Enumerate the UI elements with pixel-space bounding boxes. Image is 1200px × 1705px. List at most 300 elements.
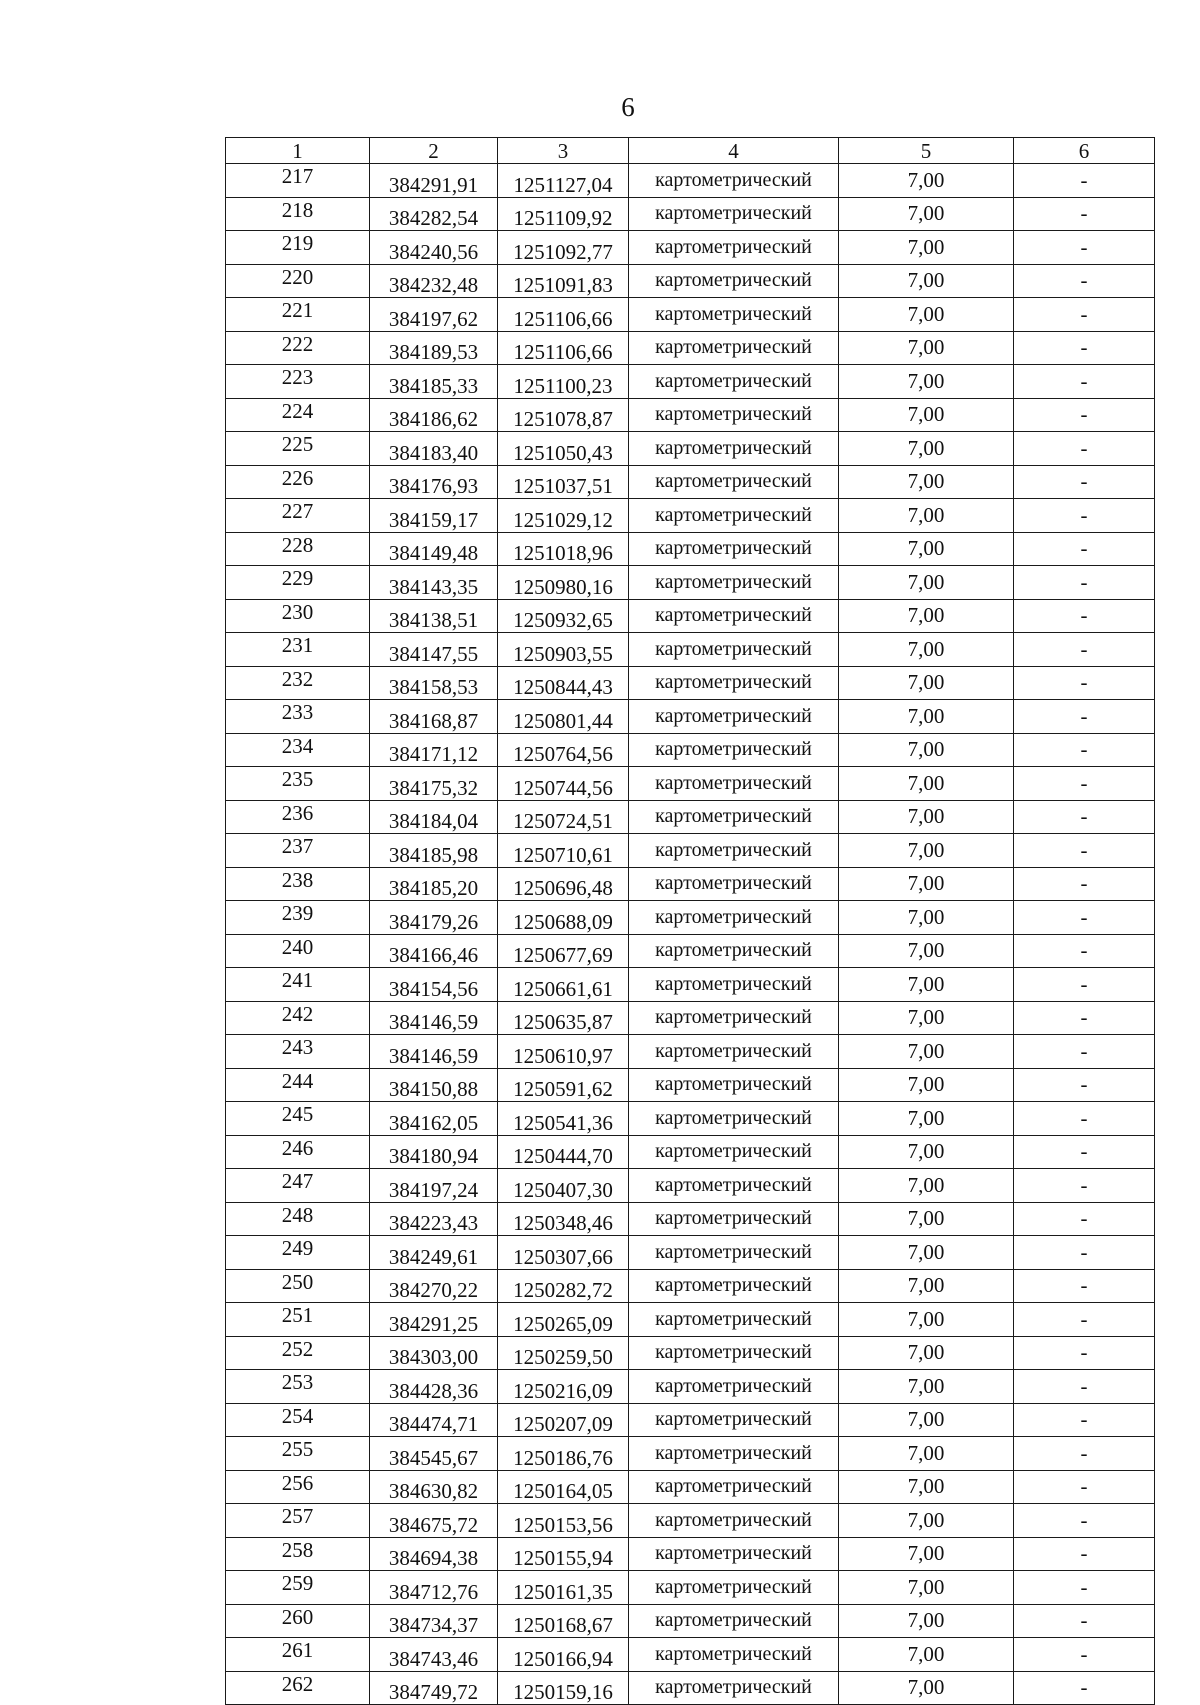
- method-cell: картометрический: [629, 1638, 839, 1672]
- y-coordinate-cell: 1251109,92: [498, 197, 629, 231]
- table-row: [226, 934, 1155, 968]
- table-row: [226, 398, 1155, 432]
- table-row: [226, 1437, 1155, 1471]
- description-cell: -: [1014, 1202, 1155, 1236]
- description-cell: -: [1014, 1470, 1155, 1504]
- x-coordinate-cell: 384171,12: [370, 733, 498, 767]
- x-coordinate-cell: 384630,82: [370, 1470, 498, 1504]
- table-row: [226, 1504, 1155, 1538]
- description-cell: -: [1014, 934, 1155, 968]
- accuracy-cell: 7,00: [839, 1437, 1014, 1471]
- description-cell: -: [1014, 298, 1155, 332]
- y-coordinate-cell: 1251127,04: [498, 164, 629, 198]
- x-coordinate-cell: 384675,72: [370, 1504, 498, 1538]
- method-cell: картометрический: [629, 1336, 839, 1370]
- point-number-cell: 223: [226, 365, 370, 399]
- point-number-cell: 238: [226, 867, 370, 901]
- accuracy-cell: 7,00: [839, 1504, 1014, 1538]
- table-row: [226, 465, 1155, 499]
- description-cell: -: [1014, 1035, 1155, 1069]
- method-cell: картометрический: [629, 867, 839, 901]
- method-cell: картометрический: [629, 1303, 839, 1337]
- point-number-cell: 255: [226, 1437, 370, 1471]
- accuracy-cell: 7,00: [839, 1035, 1014, 1069]
- table-row: [226, 532, 1155, 566]
- method-cell: картометрический: [629, 298, 839, 332]
- y-coordinate-cell: 1251037,51: [498, 465, 629, 499]
- accuracy-cell: 7,00: [839, 499, 1014, 533]
- table-row: [226, 1236, 1155, 1270]
- x-coordinate-cell: 384282,54: [370, 197, 498, 231]
- accuracy-cell: 7,00: [839, 767, 1014, 801]
- accuracy-cell: 7,00: [839, 1068, 1014, 1102]
- description-cell: -: [1014, 767, 1155, 801]
- y-coordinate-cell: 1250844,43: [498, 666, 629, 700]
- description-cell: -: [1014, 1102, 1155, 1136]
- method-cell: картометрический: [629, 365, 839, 399]
- point-number-cell: 247: [226, 1169, 370, 1203]
- y-coordinate-cell: 1250635,87: [498, 1001, 629, 1035]
- point-number-cell: 244: [226, 1068, 370, 1102]
- point-number-cell: 233: [226, 700, 370, 734]
- method-cell: картометрический: [629, 432, 839, 466]
- description-cell: -: [1014, 331, 1155, 365]
- description-cell: -: [1014, 633, 1155, 667]
- accuracy-cell: 7,00: [839, 867, 1014, 901]
- method-cell: картометрический: [629, 1403, 839, 1437]
- method-cell: картометрический: [629, 1437, 839, 1471]
- point-number-cell: 234: [226, 733, 370, 767]
- table-row: [226, 700, 1155, 734]
- y-coordinate-cell: 1250744,56: [498, 767, 629, 801]
- method-cell: картометрический: [629, 1671, 839, 1705]
- point-number-cell: 257: [226, 1504, 370, 1538]
- header-col-6: 6: [1014, 138, 1155, 164]
- table-row: [226, 197, 1155, 231]
- description-cell: -: [1014, 432, 1155, 466]
- method-cell: картометрический: [629, 599, 839, 633]
- point-number-cell: 256: [226, 1470, 370, 1504]
- accuracy-cell: 7,00: [839, 1169, 1014, 1203]
- y-coordinate-cell: 1250444,70: [498, 1135, 629, 1169]
- description-cell: -: [1014, 164, 1155, 198]
- y-coordinate-cell: 1250153,56: [498, 1504, 629, 1538]
- point-number-cell: 224: [226, 398, 370, 432]
- method-cell: картометрический: [629, 1370, 839, 1404]
- description-cell: -: [1014, 1169, 1155, 1203]
- accuracy-cell: 7,00: [839, 566, 1014, 600]
- description-cell: -: [1014, 700, 1155, 734]
- accuracy-cell: 7,00: [839, 1470, 1014, 1504]
- table-row: [226, 1604, 1155, 1638]
- method-cell: картометрический: [629, 901, 839, 935]
- x-coordinate-cell: 384232,48: [370, 264, 498, 298]
- method-cell: картометрический: [629, 666, 839, 700]
- table-row: [226, 499, 1155, 533]
- header-col-3: 3: [498, 138, 629, 164]
- x-coordinate-cell: 384146,59: [370, 1035, 498, 1069]
- header-col-1: 1: [226, 138, 370, 164]
- x-coordinate-cell: 384694,38: [370, 1537, 498, 1571]
- table-row: [226, 633, 1155, 667]
- method-cell: картометрический: [629, 834, 839, 868]
- page-number: 6: [621, 92, 635, 122]
- point-number-cell: 229: [226, 566, 370, 600]
- x-coordinate-cell: 384186,62: [370, 398, 498, 432]
- accuracy-cell: 7,00: [839, 432, 1014, 466]
- accuracy-cell: 7,00: [839, 365, 1014, 399]
- point-number-cell: 231: [226, 633, 370, 667]
- table-row: [226, 1303, 1155, 1337]
- y-coordinate-cell: 1251029,12: [498, 499, 629, 533]
- y-coordinate-cell: 1250161,35: [498, 1571, 629, 1605]
- x-coordinate-cell: 384184,04: [370, 800, 498, 834]
- x-coordinate-cell: 384138,51: [370, 599, 498, 633]
- description-cell: -: [1014, 867, 1155, 901]
- method-cell: картометрический: [629, 1537, 839, 1571]
- point-number-cell: 251: [226, 1303, 370, 1337]
- y-coordinate-cell: 1250307,66: [498, 1236, 629, 1270]
- accuracy-cell: 7,00: [839, 800, 1014, 834]
- method-cell: картометрический: [629, 633, 839, 667]
- table-row: [226, 1068, 1155, 1102]
- description-cell: -: [1014, 1236, 1155, 1270]
- point-number-cell: 258: [226, 1537, 370, 1571]
- point-number-cell: 250: [226, 1269, 370, 1303]
- method-cell: картометрический: [629, 231, 839, 265]
- x-coordinate-cell: 384545,67: [370, 1437, 498, 1471]
- table-row: [226, 1370, 1155, 1404]
- y-coordinate-cell: 1251100,23: [498, 365, 629, 399]
- x-coordinate-cell: 384734,37: [370, 1604, 498, 1638]
- description-cell: -: [1014, 532, 1155, 566]
- y-coordinate-cell: 1250259,50: [498, 1336, 629, 1370]
- y-coordinate-cell: 1251018,96: [498, 532, 629, 566]
- x-coordinate-cell: 384162,05: [370, 1102, 498, 1136]
- x-coordinate-cell: 384158,53: [370, 666, 498, 700]
- x-coordinate-cell: 384159,17: [370, 499, 498, 533]
- description-cell: -: [1014, 599, 1155, 633]
- x-coordinate-cell: 384197,62: [370, 298, 498, 332]
- y-coordinate-cell: 1250265,09: [498, 1303, 629, 1337]
- x-coordinate-cell: 384743,46: [370, 1638, 498, 1672]
- y-coordinate-cell: 1250186,76: [498, 1437, 629, 1471]
- method-cell: картометрический: [629, 733, 839, 767]
- point-number-cell: 227: [226, 499, 370, 533]
- y-coordinate-cell: 1250677,69: [498, 934, 629, 968]
- description-cell: -: [1014, 1604, 1155, 1638]
- table-row: [226, 298, 1155, 332]
- x-coordinate-cell: 384185,20: [370, 867, 498, 901]
- y-coordinate-cell: 1250696,48: [498, 867, 629, 901]
- accuracy-cell: 7,00: [839, 465, 1014, 499]
- point-number-cell: 249: [226, 1236, 370, 1270]
- method-cell: картометрический: [629, 566, 839, 600]
- x-coordinate-cell: 384749,72: [370, 1671, 498, 1705]
- y-coordinate-cell: 1251106,66: [498, 331, 629, 365]
- header-col-4: 4: [629, 138, 839, 164]
- description-cell: -: [1014, 231, 1155, 265]
- x-coordinate-cell: 384183,40: [370, 432, 498, 466]
- accuracy-cell: 7,00: [839, 164, 1014, 198]
- description-cell: -: [1014, 834, 1155, 868]
- accuracy-cell: 7,00: [839, 197, 1014, 231]
- description-cell: -: [1014, 733, 1155, 767]
- coordinates-table: [225, 137, 1155, 1705]
- method-cell: картометрический: [629, 532, 839, 566]
- y-coordinate-cell: 1250591,62: [498, 1068, 629, 1102]
- y-coordinate-cell: 1250688,09: [498, 901, 629, 935]
- y-coordinate-cell: 1250166,94: [498, 1638, 629, 1672]
- method-cell: картометрический: [629, 800, 839, 834]
- method-cell: картометрический: [629, 1470, 839, 1504]
- description-cell: -: [1014, 1068, 1155, 1102]
- point-number-cell: 232: [226, 666, 370, 700]
- x-coordinate-cell: 384185,33: [370, 365, 498, 399]
- x-coordinate-cell: 384149,48: [370, 532, 498, 566]
- y-coordinate-cell: 1250610,97: [498, 1035, 629, 1069]
- table-row: [226, 566, 1155, 600]
- table-header-row: [226, 138, 1155, 164]
- method-cell: картометрический: [629, 1236, 839, 1270]
- table-row: [226, 1638, 1155, 1672]
- method-cell: картометрический: [629, 934, 839, 968]
- accuracy-cell: 7,00: [839, 331, 1014, 365]
- accuracy-cell: 7,00: [839, 599, 1014, 633]
- point-number-cell: 235: [226, 767, 370, 801]
- table-row: [226, 164, 1155, 198]
- accuracy-cell: 7,00: [839, 1336, 1014, 1370]
- x-coordinate-cell: 384249,61: [370, 1236, 498, 1270]
- y-coordinate-cell: 1250661,61: [498, 968, 629, 1002]
- accuracy-cell: 7,00: [839, 934, 1014, 968]
- x-coordinate-cell: 384147,55: [370, 633, 498, 667]
- description-cell: -: [1014, 365, 1155, 399]
- method-cell: картометрический: [629, 164, 839, 198]
- y-coordinate-cell: 1250903,55: [498, 633, 629, 667]
- point-number-cell: 225: [226, 432, 370, 466]
- point-number-cell: 252: [226, 1336, 370, 1370]
- description-cell: -: [1014, 901, 1155, 935]
- table-row: [226, 365, 1155, 399]
- header-col-2: 2: [370, 138, 498, 164]
- point-number-cell: 243: [226, 1035, 370, 1069]
- accuracy-cell: 7,00: [839, 700, 1014, 734]
- point-number-cell: 219: [226, 231, 370, 265]
- point-number-cell: 218: [226, 197, 370, 231]
- description-cell: -: [1014, 398, 1155, 432]
- method-cell: картометрический: [629, 1504, 839, 1538]
- accuracy-cell: 7,00: [839, 1303, 1014, 1337]
- y-coordinate-cell: 1250155,94: [498, 1537, 629, 1571]
- method-cell: картометрический: [629, 767, 839, 801]
- accuracy-cell: 7,00: [839, 1135, 1014, 1169]
- description-cell: -: [1014, 1336, 1155, 1370]
- accuracy-cell: 7,00: [839, 1269, 1014, 1303]
- y-coordinate-cell: 1250764,56: [498, 733, 629, 767]
- accuracy-cell: 7,00: [839, 231, 1014, 265]
- accuracy-cell: 7,00: [839, 1604, 1014, 1638]
- point-number-cell: 237: [226, 834, 370, 868]
- table-row: [226, 1671, 1155, 1705]
- accuracy-cell: 7,00: [839, 1001, 1014, 1035]
- accuracy-cell: 7,00: [839, 398, 1014, 432]
- y-coordinate-cell: 1250159,16: [498, 1671, 629, 1705]
- y-coordinate-cell: 1250407,30: [498, 1169, 629, 1203]
- method-cell: картометрический: [629, 331, 839, 365]
- method-cell: картометрический: [629, 1604, 839, 1638]
- point-number-cell: 239: [226, 901, 370, 935]
- y-coordinate-cell: 1250710,61: [498, 834, 629, 868]
- accuracy-cell: 7,00: [839, 298, 1014, 332]
- method-cell: картометрический: [629, 1102, 839, 1136]
- point-number-cell: 220: [226, 264, 370, 298]
- point-number-cell: 222: [226, 331, 370, 365]
- table-row: [226, 767, 1155, 801]
- y-coordinate-cell: 1250724,51: [498, 800, 629, 834]
- table-row: [226, 1202, 1155, 1236]
- accuracy-cell: 7,00: [839, 901, 1014, 935]
- accuracy-cell: 7,00: [839, 633, 1014, 667]
- x-coordinate-cell: 384291,25: [370, 1303, 498, 1337]
- table-row: [226, 432, 1155, 466]
- point-number-cell: 240: [226, 934, 370, 968]
- y-coordinate-cell: 1251091,83: [498, 264, 629, 298]
- x-coordinate-cell: 384143,35: [370, 566, 498, 600]
- method-cell: картометрический: [629, 1269, 839, 1303]
- table-row: [226, 264, 1155, 298]
- point-number-cell: 221: [226, 298, 370, 332]
- method-cell: картометрический: [629, 1202, 839, 1236]
- x-coordinate-cell: 384179,26: [370, 901, 498, 935]
- table-row: [226, 834, 1155, 868]
- description-cell: -: [1014, 1571, 1155, 1605]
- point-number-cell: 260: [226, 1604, 370, 1638]
- y-coordinate-cell: 1250980,16: [498, 566, 629, 600]
- point-number-cell: 259: [226, 1571, 370, 1605]
- point-number-cell: 248: [226, 1202, 370, 1236]
- accuracy-cell: 7,00: [839, 1403, 1014, 1437]
- description-cell: -: [1014, 1403, 1155, 1437]
- x-coordinate-cell: 384303,00: [370, 1336, 498, 1370]
- table-row: [226, 1102, 1155, 1136]
- method-cell: картометрический: [629, 700, 839, 734]
- point-number-cell: 217: [226, 164, 370, 198]
- x-coordinate-cell: 384712,76: [370, 1571, 498, 1605]
- table-row: [226, 1537, 1155, 1571]
- y-coordinate-cell: 1251078,87: [498, 398, 629, 432]
- table-row: [226, 231, 1155, 265]
- table-row: [226, 1336, 1155, 1370]
- x-coordinate-cell: 384150,88: [370, 1068, 498, 1102]
- point-number-cell: 262: [226, 1671, 370, 1705]
- table-row: [226, 1269, 1155, 1303]
- description-cell: -: [1014, 666, 1155, 700]
- point-number-cell: 254: [226, 1403, 370, 1437]
- table-row: [226, 867, 1155, 901]
- description-cell: -: [1014, 1370, 1155, 1404]
- point-number-cell: 261: [226, 1638, 370, 1672]
- accuracy-cell: 7,00: [839, 1537, 1014, 1571]
- y-coordinate-cell: 1250541,36: [498, 1102, 629, 1136]
- point-number-cell: 230: [226, 599, 370, 633]
- method-cell: картометрический: [629, 1035, 839, 1069]
- method-cell: картометрический: [629, 968, 839, 1002]
- table-row: [226, 331, 1155, 365]
- description-cell: -: [1014, 800, 1155, 834]
- accuracy-cell: 7,00: [839, 1671, 1014, 1705]
- x-coordinate-cell: 384189,53: [370, 331, 498, 365]
- accuracy-cell: 7,00: [839, 733, 1014, 767]
- description-cell: -: [1014, 1537, 1155, 1571]
- y-coordinate-cell: 1250207,09: [498, 1403, 629, 1437]
- description-cell: -: [1014, 1638, 1155, 1672]
- method-cell: картометрический: [629, 465, 839, 499]
- method-cell: картометрический: [629, 499, 839, 533]
- method-cell: картометрический: [629, 1135, 839, 1169]
- point-number-cell: 242: [226, 1001, 370, 1035]
- x-coordinate-cell: 384176,93: [370, 465, 498, 499]
- description-cell: -: [1014, 499, 1155, 533]
- y-coordinate-cell: 1251106,66: [498, 298, 629, 332]
- y-coordinate-cell: 1250932,65: [498, 599, 629, 633]
- header-col-5: 5: [839, 138, 1014, 164]
- x-coordinate-cell: 384180,94: [370, 1135, 498, 1169]
- description-cell: -: [1014, 1269, 1155, 1303]
- description-cell: -: [1014, 465, 1155, 499]
- accuracy-cell: 7,00: [839, 1202, 1014, 1236]
- table-row: [226, 1035, 1155, 1069]
- table-row: [226, 968, 1155, 1002]
- x-coordinate-cell: 384223,43: [370, 1202, 498, 1236]
- description-cell: -: [1014, 1504, 1155, 1538]
- table-row: [226, 1135, 1155, 1169]
- x-coordinate-cell: 384166,46: [370, 934, 498, 968]
- description-cell: -: [1014, 968, 1155, 1002]
- method-cell: картометрический: [629, 1001, 839, 1035]
- description-cell: -: [1014, 1437, 1155, 1471]
- x-coordinate-cell: 384175,32: [370, 767, 498, 801]
- point-number-cell: 245: [226, 1102, 370, 1136]
- description-cell: -: [1014, 264, 1155, 298]
- accuracy-cell: 7,00: [839, 834, 1014, 868]
- x-coordinate-cell: 384240,56: [370, 231, 498, 265]
- method-cell: картометрический: [629, 398, 839, 432]
- method-cell: картометрический: [629, 264, 839, 298]
- point-number-cell: 226: [226, 465, 370, 499]
- description-cell: -: [1014, 1303, 1155, 1337]
- point-number-cell: 246: [226, 1135, 370, 1169]
- x-coordinate-cell: 384154,56: [370, 968, 498, 1002]
- point-number-cell: 253: [226, 1370, 370, 1404]
- table-row: [226, 1001, 1155, 1035]
- x-coordinate-cell: 384270,22: [370, 1269, 498, 1303]
- table-row: [226, 733, 1155, 767]
- method-cell: картометрический: [629, 1068, 839, 1102]
- accuracy-cell: 7,00: [839, 1236, 1014, 1270]
- accuracy-cell: 7,00: [839, 1102, 1014, 1136]
- accuracy-cell: 7,00: [839, 666, 1014, 700]
- method-cell: картометрический: [629, 1169, 839, 1203]
- x-coordinate-cell: 384291,91: [370, 164, 498, 198]
- table-row: [226, 800, 1155, 834]
- description-cell: -: [1014, 1001, 1155, 1035]
- description-cell: -: [1014, 1671, 1155, 1705]
- x-coordinate-cell: 384146,59: [370, 1001, 498, 1035]
- y-coordinate-cell: 1250168,67: [498, 1604, 629, 1638]
- y-coordinate-cell: 1250216,09: [498, 1370, 629, 1404]
- x-coordinate-cell: 384474,71: [370, 1403, 498, 1437]
